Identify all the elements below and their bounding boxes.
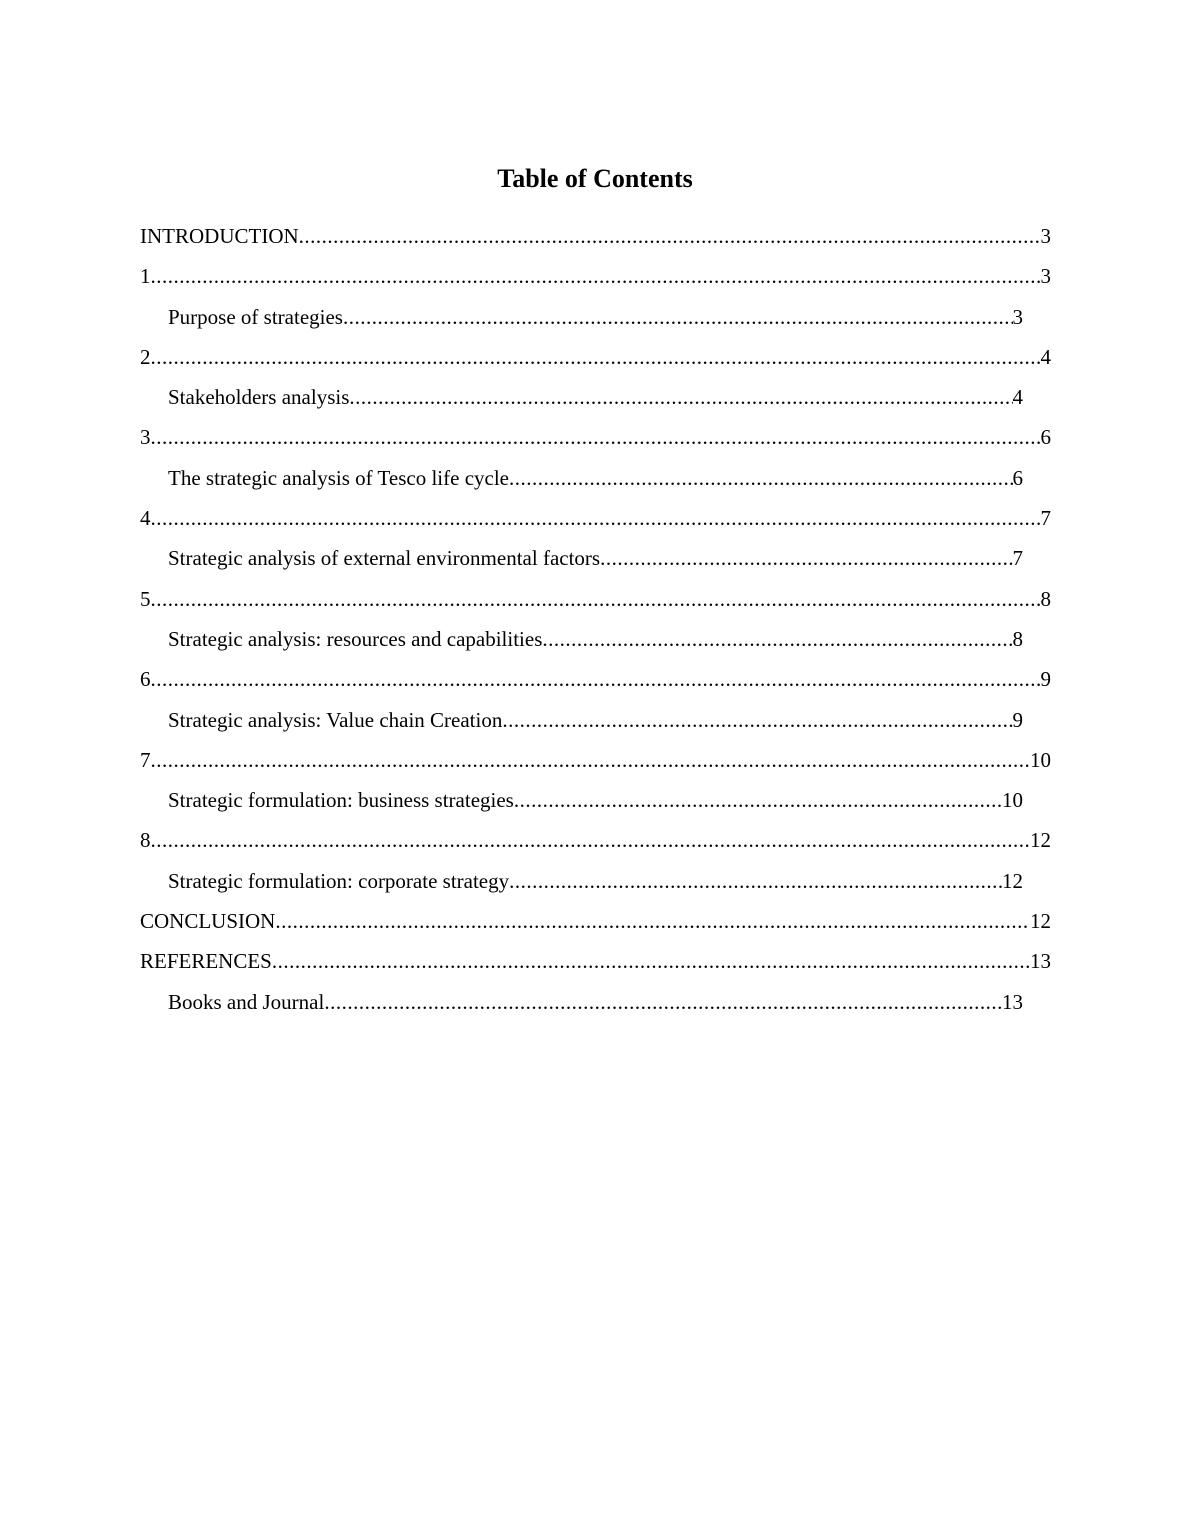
toc-dot-leader: [151, 260, 1041, 292]
toc-entry-label: Strategic analysis: Value chain Creation: [168, 707, 503, 732]
toc-dot-leader: [509, 462, 1012, 494]
toc-entry-page-number: 6: [1012, 465, 1023, 490]
toc-dot-leader: [151, 744, 1031, 776]
toc-dot-leader: [502, 704, 1012, 736]
toc-entry[interactable]: [140, 905, 1051, 945]
toc-entry[interactable]: [168, 986, 1023, 1026]
toc-entry-page-number: 8: [1012, 626, 1023, 651]
toc-dot-leader: [514, 784, 1002, 816]
toc-title: Table of Contents: [497, 164, 693, 193]
toc-entry-label: 6: [140, 667, 151, 692]
toc-entry-page-number: 7: [1012, 546, 1023, 571]
toc-entry-label: 3: [140, 425, 151, 450]
toc-entry-page-number: 10: [1002, 788, 1023, 813]
toc-dot-leader: [509, 865, 1002, 897]
toc-entry[interactable]: [140, 421, 1051, 461]
toc-entry-label: Books and Journal: [168, 989, 325, 1014]
toc-entry-label: 4: [140, 506, 151, 531]
toc-dot-leader: [275, 905, 1030, 937]
toc-dot-leader: [324, 986, 1002, 1018]
toc-entry-page-number: 7: [1040, 506, 1051, 531]
toc-entry-label: 1: [140, 264, 151, 289]
toc-entry-label: Stakeholders analysis: [168, 385, 350, 410]
toc-entry-page-number: 9: [1040, 667, 1051, 692]
toc-entry-page-number: 12: [1002, 868, 1023, 893]
toc-entry[interactable]: [168, 542, 1023, 582]
toc-entry-label: Strategic formulation: corporate strategy: [168, 868, 510, 893]
toc-dot-leader: [151, 502, 1041, 534]
toc-dot-leader: [299, 220, 1041, 252]
toc-dot-leader: [542, 623, 1012, 655]
toc-entry[interactable]: [168, 865, 1023, 905]
toc-dot-leader: [600, 542, 1012, 574]
toc-entry-page-number: 6: [1040, 425, 1051, 450]
toc-entry-label: 2: [140, 344, 151, 369]
toc-entry[interactable]: [168, 301, 1023, 341]
toc-entry[interactable]: [140, 583, 1051, 623]
toc-entry-page-number: 10: [1030, 747, 1051, 772]
toc-entry-page-number: 3: [1040, 224, 1051, 248]
toc-entry[interactable]: [140, 824, 1051, 864]
toc-entry-label: Strategic formulation: business strategies: [168, 788, 514, 813]
toc-entry-label: The strategic analysis of Tesco life cycle: [168, 465, 510, 490]
toc-dot-leader: [151, 583, 1041, 615]
toc-entry[interactable]: [168, 784, 1023, 824]
toc-entry[interactable]: [140, 502, 1051, 542]
toc-entry-page-number: 12: [1030, 909, 1051, 934]
toc-dot-leader: [151, 341, 1041, 373]
toc-entry-page-number: 4: [1040, 344, 1051, 369]
toc-entry-page-number: 9: [1012, 707, 1023, 732]
toc-entry[interactable]: [140, 260, 1051, 300]
toc-dot-leader: [151, 421, 1041, 453]
toc-entry-label: Purpose of strategies: [168, 304, 343, 329]
toc-dot-leader: [151, 663, 1041, 695]
toc-entry-label: INTRODUCTION: [140, 224, 299, 248]
toc-entry-page-number: 13: [1002, 989, 1023, 1014]
toc-entry-label: 5: [140, 586, 151, 611]
toc-entry[interactable]: [168, 462, 1023, 502]
toc-entry-page-number: 3: [1012, 304, 1023, 329]
toc-entry-label: Strategic analysis: resources and capabilities: [168, 626, 543, 651]
toc-entry[interactable]: [140, 341, 1051, 381]
toc-entry[interactable]: [168, 704, 1023, 744]
toc-dot-leader: [272, 945, 1030, 977]
toc-entry-page-number: 3: [1040, 264, 1051, 289]
toc-dot-leader: [343, 301, 1013, 333]
toc-entry-label: CONCLUSION: [140, 909, 276, 934]
toc-dot-leader: [349, 381, 1012, 413]
toc-entry-page-number: 12: [1030, 828, 1051, 853]
toc-entry[interactable]: [168, 623, 1023, 663]
toc-entry-label: 8: [140, 828, 151, 853]
toc-list: [140, 220, 1051, 1026]
toc-entry[interactable]: [140, 744, 1051, 784]
toc-entry-label: 7: [140, 747, 151, 772]
toc-dot-leader: [151, 824, 1031, 856]
toc-entry-page-number: 8: [1040, 586, 1051, 611]
toc-entry-page-number: 4: [1012, 385, 1023, 410]
toc-entry-label: Strategic analysis of external environmental factors: [168, 546, 601, 571]
toc-entry[interactable]: [140, 663, 1051, 703]
toc-entry-label: REFERENCES: [140, 949, 272, 974]
toc-entry[interactable]: [168, 381, 1023, 421]
toc-entry-page-number: 13: [1030, 949, 1051, 974]
toc-entry[interactable]: [140, 945, 1051, 985]
toc-entry[interactable]: [140, 220, 1051, 260]
